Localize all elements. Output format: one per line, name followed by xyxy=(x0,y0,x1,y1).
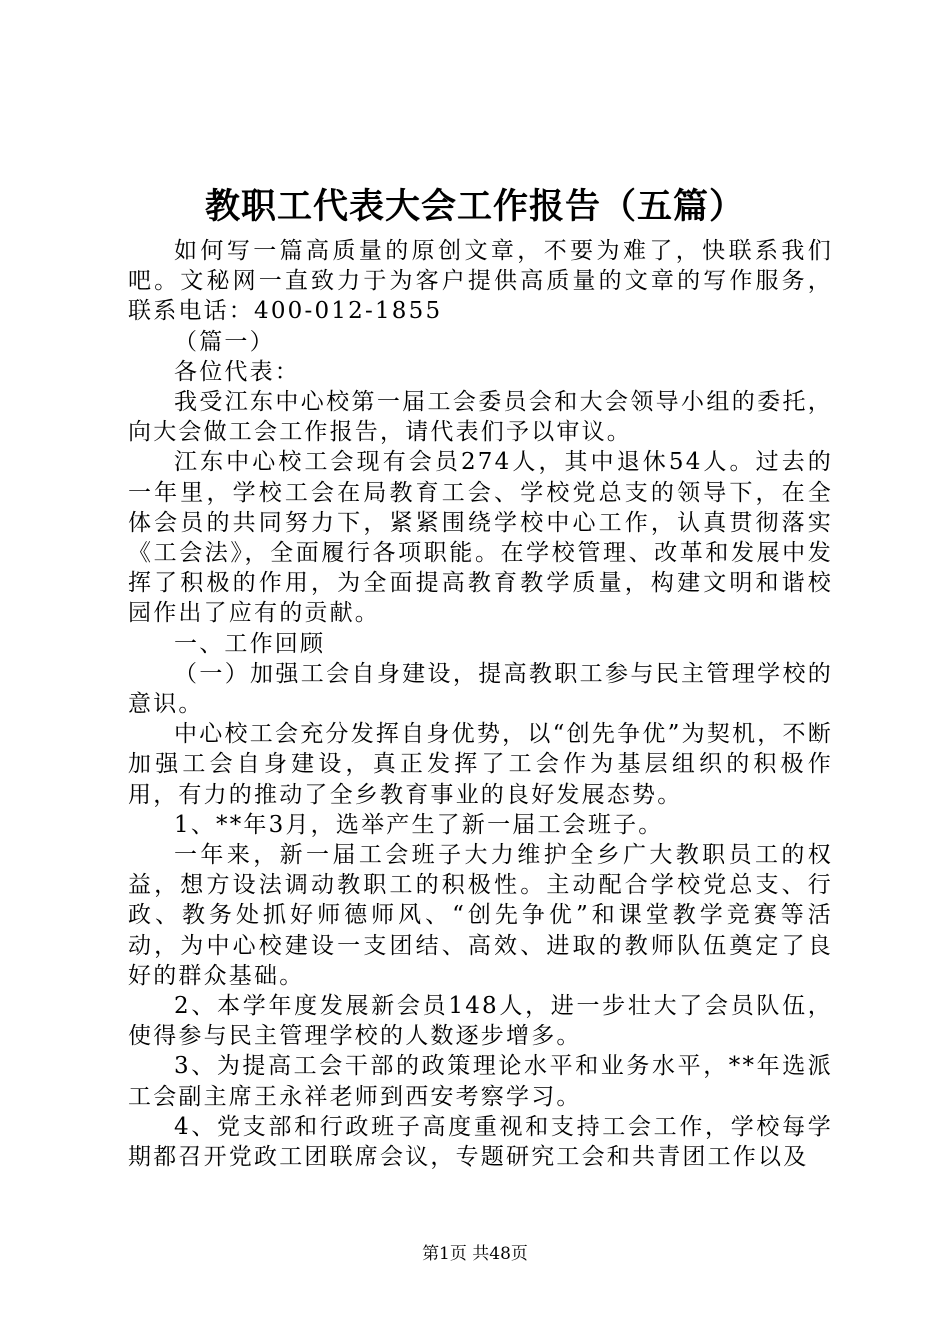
paragraph-body: 中心校工会充分发挥自身优势，以“创先争优”为契机，不断加强工会自身建设，真正发挥了工会作为基层组织的积极作用，有力的推动了全乡教育事业的良好发展态势。 xyxy=(128,721,833,808)
paragraph-salutation: 各位代表： xyxy=(174,358,300,385)
paragraph-body: 我受江东中心校第一届工会委员会和大会领导小组的委托，向大会做工会工作报告，请代表们予以审议。 xyxy=(128,389,833,446)
paragraph-part-heading: （篇一） xyxy=(174,328,275,355)
list-item: 2、本学年度发展新会员148人，进一步壮大了会员队伍，使得参与民主管理学校的人数逐步增多。 xyxy=(128,993,833,1050)
document-title: 教职工代表大会工作报告（五篇） xyxy=(204,186,745,227)
document-body xyxy=(128,236,833,1172)
list-item: 4、党支部和行政班子高度重视和支持工会工作，学校每学期都召开党政工团联席会议，专题研究工会和共青团工作以及 xyxy=(128,1113,833,1171)
section-heading: 一、工作回顾 xyxy=(174,630,326,657)
paragraph-body: 江东中心校工会现有会员274人，其中退休54人。过去的一年里，学校工会在局教育工会、学校党总支的领导下，在全体会员的共同努力下，紧紧围绕学校中心工作，认真贯彻落实《工会法》，全面履行各项职能。在学校管理、改革和发展中发挥了积极的作用，为全面提高教育教学质量，构建文明和谐校园作出了应有的贡献。 xyxy=(128,449,833,627)
list-item: 3、为提高工会干部的政策理论水平和业务水平，**年选派工会副主席王永祥老师到西安考察学习。 xyxy=(128,1053,833,1110)
page-footer: 第1页 共48页 xyxy=(422,1244,528,1264)
subsection-heading: （一）加强工会自身建设，提高教职工参与民主管理学校的意识。 xyxy=(128,660,833,718)
paragraph-intro: 如何写一篇高质量的原创文章，不要为难了，快联系我们吧。文秘网一直致力于为客户提供高质量的文章的写作服务，联系电话：400-012-1855 xyxy=(128,238,833,325)
paragraph-body: 一年来，新一届工会班子大力维护全乡广大教职员工的权益，想方设法调动教职工的积极性。主动配合学校党总支、行政、教务处抓好师德师风、“创先争优”和课堂教学竞赛等活动，为中心校建设一支团结、高效、进取的教师队伍奠定了良好的群众基础。 xyxy=(128,842,833,989)
list-item: 1、**年3月，选举产生了新一届工会班子。 xyxy=(174,811,664,838)
